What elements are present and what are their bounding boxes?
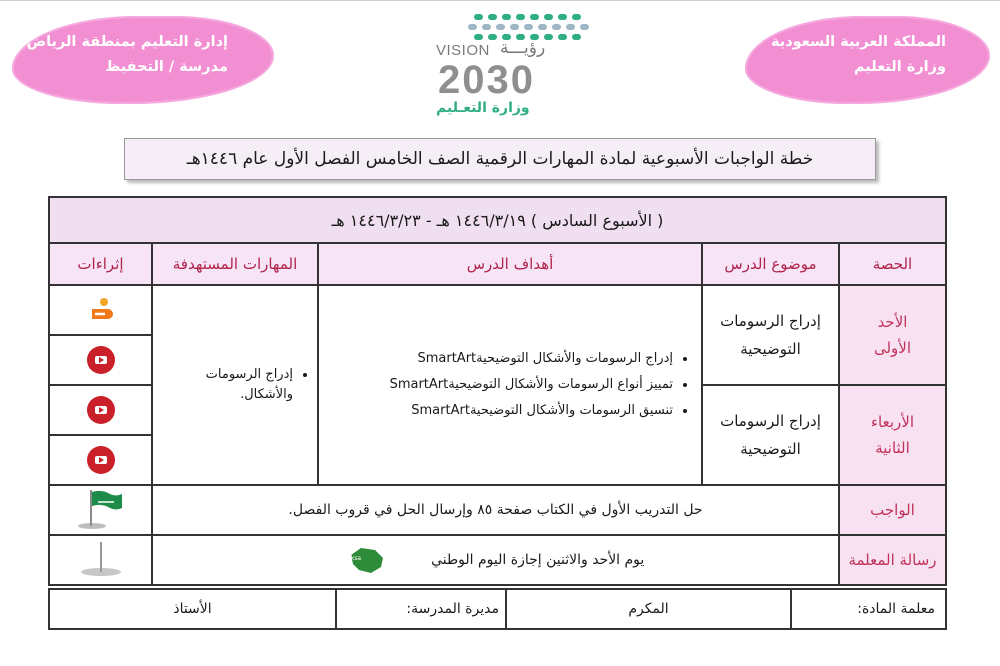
session-1-dayname: الأحد xyxy=(877,313,908,331)
ministry-banner-text xyxy=(771,30,946,80)
col-enrichment: إثراءات xyxy=(49,243,152,285)
weekly-plan-table xyxy=(48,196,947,586)
goal-item: • تنسيق الرسومات والأشكال التوضيحيةSmartArt xyxy=(325,398,673,424)
youtube-icon[interactable] xyxy=(87,346,115,374)
enrichment-cell-4 xyxy=(49,435,152,485)
enrichment-cell-1 xyxy=(49,285,152,335)
ain-platform-icon[interactable] xyxy=(86,295,116,325)
teacher-message-text: يوم الأحد والاثنين إجازة اليوم الوطني xyxy=(431,552,645,568)
week-range: ( الأسبوع السادس ) ١٤٤٦/٣/١٩ هـ - ١٤٤٦/٣/٢٣ هـ xyxy=(49,197,946,243)
skill-item: • إدراج الرسومات والأشكال. xyxy=(159,365,293,405)
session-1-day xyxy=(839,285,946,385)
ministry-name: وزارة التعليم xyxy=(853,59,946,75)
ministry-banner xyxy=(745,16,990,104)
col-session: الحصة xyxy=(839,243,946,285)
district-name: إدارة التعليم بمنطقة الرياض xyxy=(26,34,228,50)
enrichment-cell-2 xyxy=(49,335,152,385)
goal-item: • إدراج الرسومات والأشكال التوضيحيةSmartArt xyxy=(325,346,673,372)
session-2-dayname: الأربعاء xyxy=(870,413,914,431)
svg-text:ksa: ksa xyxy=(350,555,361,562)
homework-text: حل التدريب الأول في الكتاب صفحة ٨٥ وإرسال الحل في قروب الفصل. xyxy=(152,485,839,535)
goal-item: • تمييز أنواع الرسومات والأشكال التوضيحيةSmartArt xyxy=(325,372,673,398)
vision-year: 2030 xyxy=(438,58,535,102)
enrichment-cell-3 xyxy=(49,385,152,435)
session-2-day xyxy=(839,385,946,485)
youtube-icon[interactable] xyxy=(87,396,115,424)
session-1-order: الأولى xyxy=(873,339,912,357)
country-name: المملكة العربية السعودية xyxy=(771,34,946,50)
flag-cell xyxy=(49,485,152,535)
col-topic: موضوع الدرس xyxy=(702,243,839,285)
flagpole-icon xyxy=(74,538,128,578)
school-name: مدرسة / التحفيظ xyxy=(105,59,228,75)
target-skills xyxy=(152,285,318,485)
homework-label: الواجب xyxy=(839,485,946,535)
lesson-goals xyxy=(318,285,702,485)
youtube-icon[interactable] xyxy=(87,446,115,474)
teacher-message-label: رسالة المعلمة xyxy=(839,535,946,585)
district-banner-text xyxy=(27,30,228,80)
session-1-topic: إدراج الرسومات التوضيحية xyxy=(702,285,839,385)
ruya-word: رؤيـــة xyxy=(500,38,546,58)
col-skills: المهارات المستهدفة xyxy=(152,243,318,285)
session-2-order: الثانية xyxy=(875,439,910,457)
saudi-map-icon xyxy=(347,545,387,575)
principal-label: مديرة المدرسة: xyxy=(336,589,506,629)
session-2-topic: إدراج الرسومات التوضيحية xyxy=(702,385,839,485)
vision-word: VISION xyxy=(436,42,490,59)
signature-table xyxy=(48,588,947,630)
table-header-row xyxy=(49,243,946,285)
mr-label: الأستاذ xyxy=(49,589,336,629)
top-border-line xyxy=(0,0,1000,1)
page-title: خطة الواجبات الأسبوعية لمادة المهارات الرقمية الصف الخامس الفصل الأول عام ١٤٤٦هـ xyxy=(124,138,876,180)
subject-teacher-label: معلمة المادة: xyxy=(791,589,946,629)
col-goals: أهداف الدرس xyxy=(318,243,702,285)
district-banner xyxy=(12,16,274,104)
saudi-flag-icon xyxy=(74,486,128,530)
teacher-message-cell xyxy=(152,535,839,585)
ministry-logo-text: وزارة التعـليم xyxy=(436,100,530,116)
honorable-label: المكرم xyxy=(506,589,791,629)
flagpole-cell xyxy=(49,535,152,585)
